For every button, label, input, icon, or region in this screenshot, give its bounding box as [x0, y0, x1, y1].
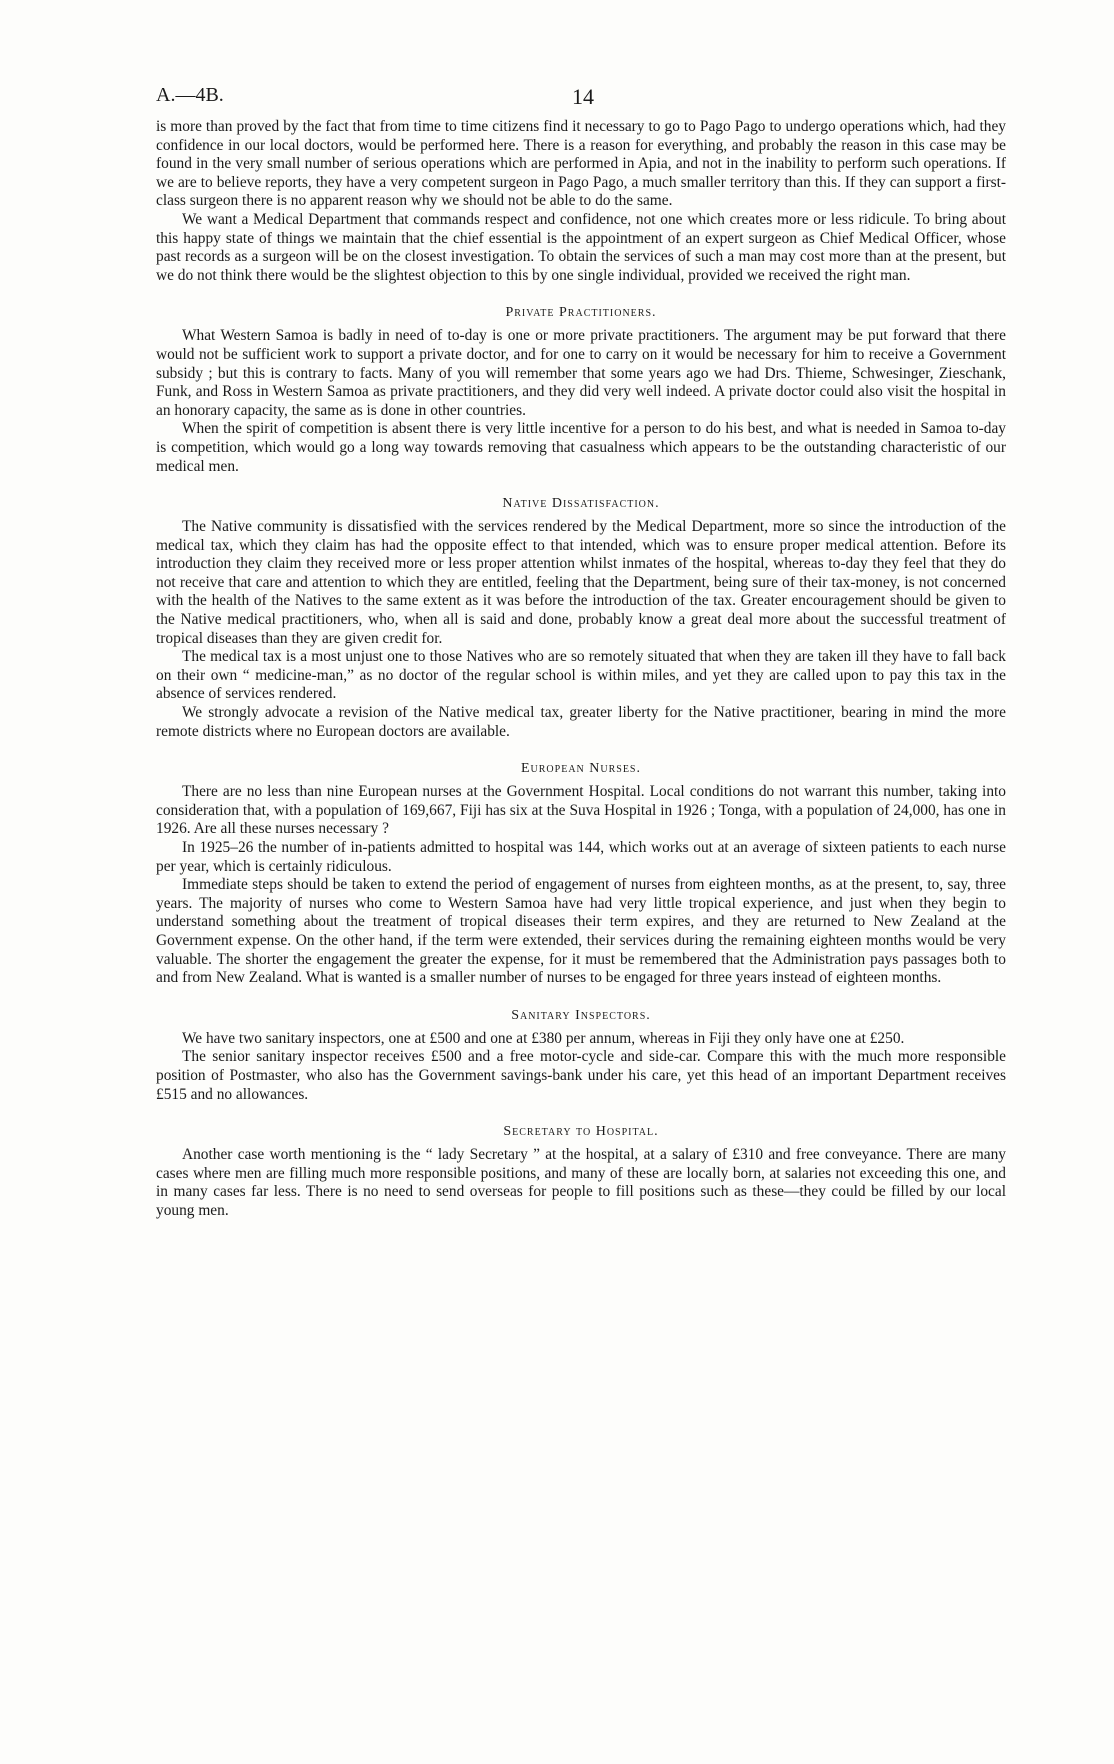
paragraph: There are no less than nine European nurses at the Government Hospital. Local conditions do not warrant this number, taking into consideration that, with a population of 169,667, Fiji has six at the Suva Hospital in 1926 ; Tonga, with a population of 24,000, has one in 1926. Are all these nurses necessary ?: [156, 783, 1006, 838]
page-number: 14: [572, 84, 594, 109]
paragraph: What Western Samoa is badly in need of to-day is one or more private practitioners. The argument may be put forward that there would not be sufficient work to support a private doctor, and for one to carry on it would be necessary for him to receive a Government subsidy ; but this is contrary to facts. Many of you will remember that some years ago we had Drs. Thieme, Schwesinger, Zieschank, Funk, and Ross in Western Samoa as private practitioners, and they did very well indeed. A private doctor could also visit the hospital in an honorary capacity, the same as is done in other countries.: [156, 327, 1006, 419]
paragraph: is more than proved by the fact that from time to time citizens find it necessary to go to Pago Pago to undergo operations which, had they confidence in our local doctors, would be performed here. There is a reason for everything, and probably the reason in this case may be found in the very small number of serious operations which are performed in Apia, and not in the inability to perform such operations. If we are to believe reports, they have a very competent surgeon in Pago Pago, a much smaller territory than this. If they can support a first-class surgeon there is no apparent reason why we should not be able to do the same.: [156, 118, 1006, 210]
paragraph: We have two sanitary inspectors, one at £500 and one at £380 per annum, whereas in Fiji they only have one at £250.: [182, 1029, 905, 1047]
document-reference: A.—4B.: [156, 84, 224, 106]
page-header: [156, 84, 1006, 118]
paragraph: The Native community is dissatisfied with the services rendered by the Medical Department, more so since the introduction of the medical tax, which they claim has had the opposite effect to that intended, which was to ensure proper medical attention. Before its introduction they claim they received more or less proper attention whilst inmates of the hospital, whereas to-day they feel that they do not receive that care and attention to which they are entitled, feeling that the Department, being sure of their tax-money, is not concerned with the health of the Natives to the same extent as it was before the introduction of the tax. Greater encouragement should be given to the Native medical practitioners, who, when all is said and done, probably know a great deal more about the successful treatment of tropical diseases than they are given credit for.: [156, 518, 1006, 647]
paragraph: Immediate steps should be taken to extend the period of engagement of nurses from eighteen months, as at the present, to, say, three years. The majority of nurses who come to Western Samoa have had very little tropical experience, and just when they begin to understand something about the treatment of tropical diseases their term expires, and they are returned to New Zealand at the Government expense. On the other hand, if the term were extended, their services during the remaining eighteen months would be very valuable. The shorter the engagement the greater the expense, for it must be remembered that the Administration pays passages both to and from New Zealand. What is wanted is a smaller number of nurses to be engaged for three years instead of eighteen months.: [156, 876, 1006, 987]
paragraph: When the spirit of competition is absent there is very little incentive for a person to do his best, and what is needed in Samoa to-day is competition, which would go a long way towards removing that casualness which appears to be the outstanding characteristic of our medical men.: [156, 420, 1006, 475]
document-page: [156, 84, 1006, 1221]
section-heading: Native Dissatisfaction.: [502, 496, 660, 512]
paragraph: Another case worth mentioning is the “ lady Secretary ” at the hospital, at a salary of £310 and free conveyance. There are many cases where men are filling much more responsible positions, and many of these are locally born, at salaries not exceeding this one, and in many cases far less. There is no need to send overseas for people to fill positions such as these—they could be filled by our local young men.: [156, 1146, 1006, 1219]
section-heading: Secretary to Hospital.: [503, 1124, 659, 1140]
section-heading: Private Practitioners.: [505, 305, 657, 321]
paragraph: The medical tax is a most unjust one to those Natives who are so remotely situated that when they are taken ill they have to fall back on their own “ medicine-man,” as no doctor of the regular school is within miles, and yet they are called upon to pay this tax in the absence of services rendered.: [156, 648, 1006, 703]
section-heading: Sanitary Inspectors.: [511, 1007, 651, 1023]
paragraph: We strongly advocate a revision of the Native medical tax, greater liberty for the Native practitioner, bearing in mind the more remote districts where no European doctors are available.: [156, 704, 1006, 740]
section-heading: European Nurses.: [520, 761, 641, 777]
paragraph: The senior sanitary inspector receives £500 and a free motor-cycle and side-car. Compare this with the much more responsible position of Postmaster, who also has the Government savings-bank under his care, yet this head of an important Department receives £515 and no allowances.: [156, 1048, 1006, 1103]
paragraph: In 1925–26 the number of in-patients admitted to hospital was 144, which works out at an average of sixteen patients to each nurse per year, which is certainly ridiculous.: [156, 839, 1006, 875]
paragraph: We want a Medical Department that commands respect and confidence, not one which creates more or less ridicule. To bring about this happy state of things we maintain that the chief essential is the appointment of an expert surgeon as Chief Medical Officer, whose past records as a surgeon will be on the closest investigation. To obtain the services of such a man may cost more than at the present, but we do not think there would be the slightest objection to this by one single individual, provided we received the right man.: [156, 210, 1006, 284]
